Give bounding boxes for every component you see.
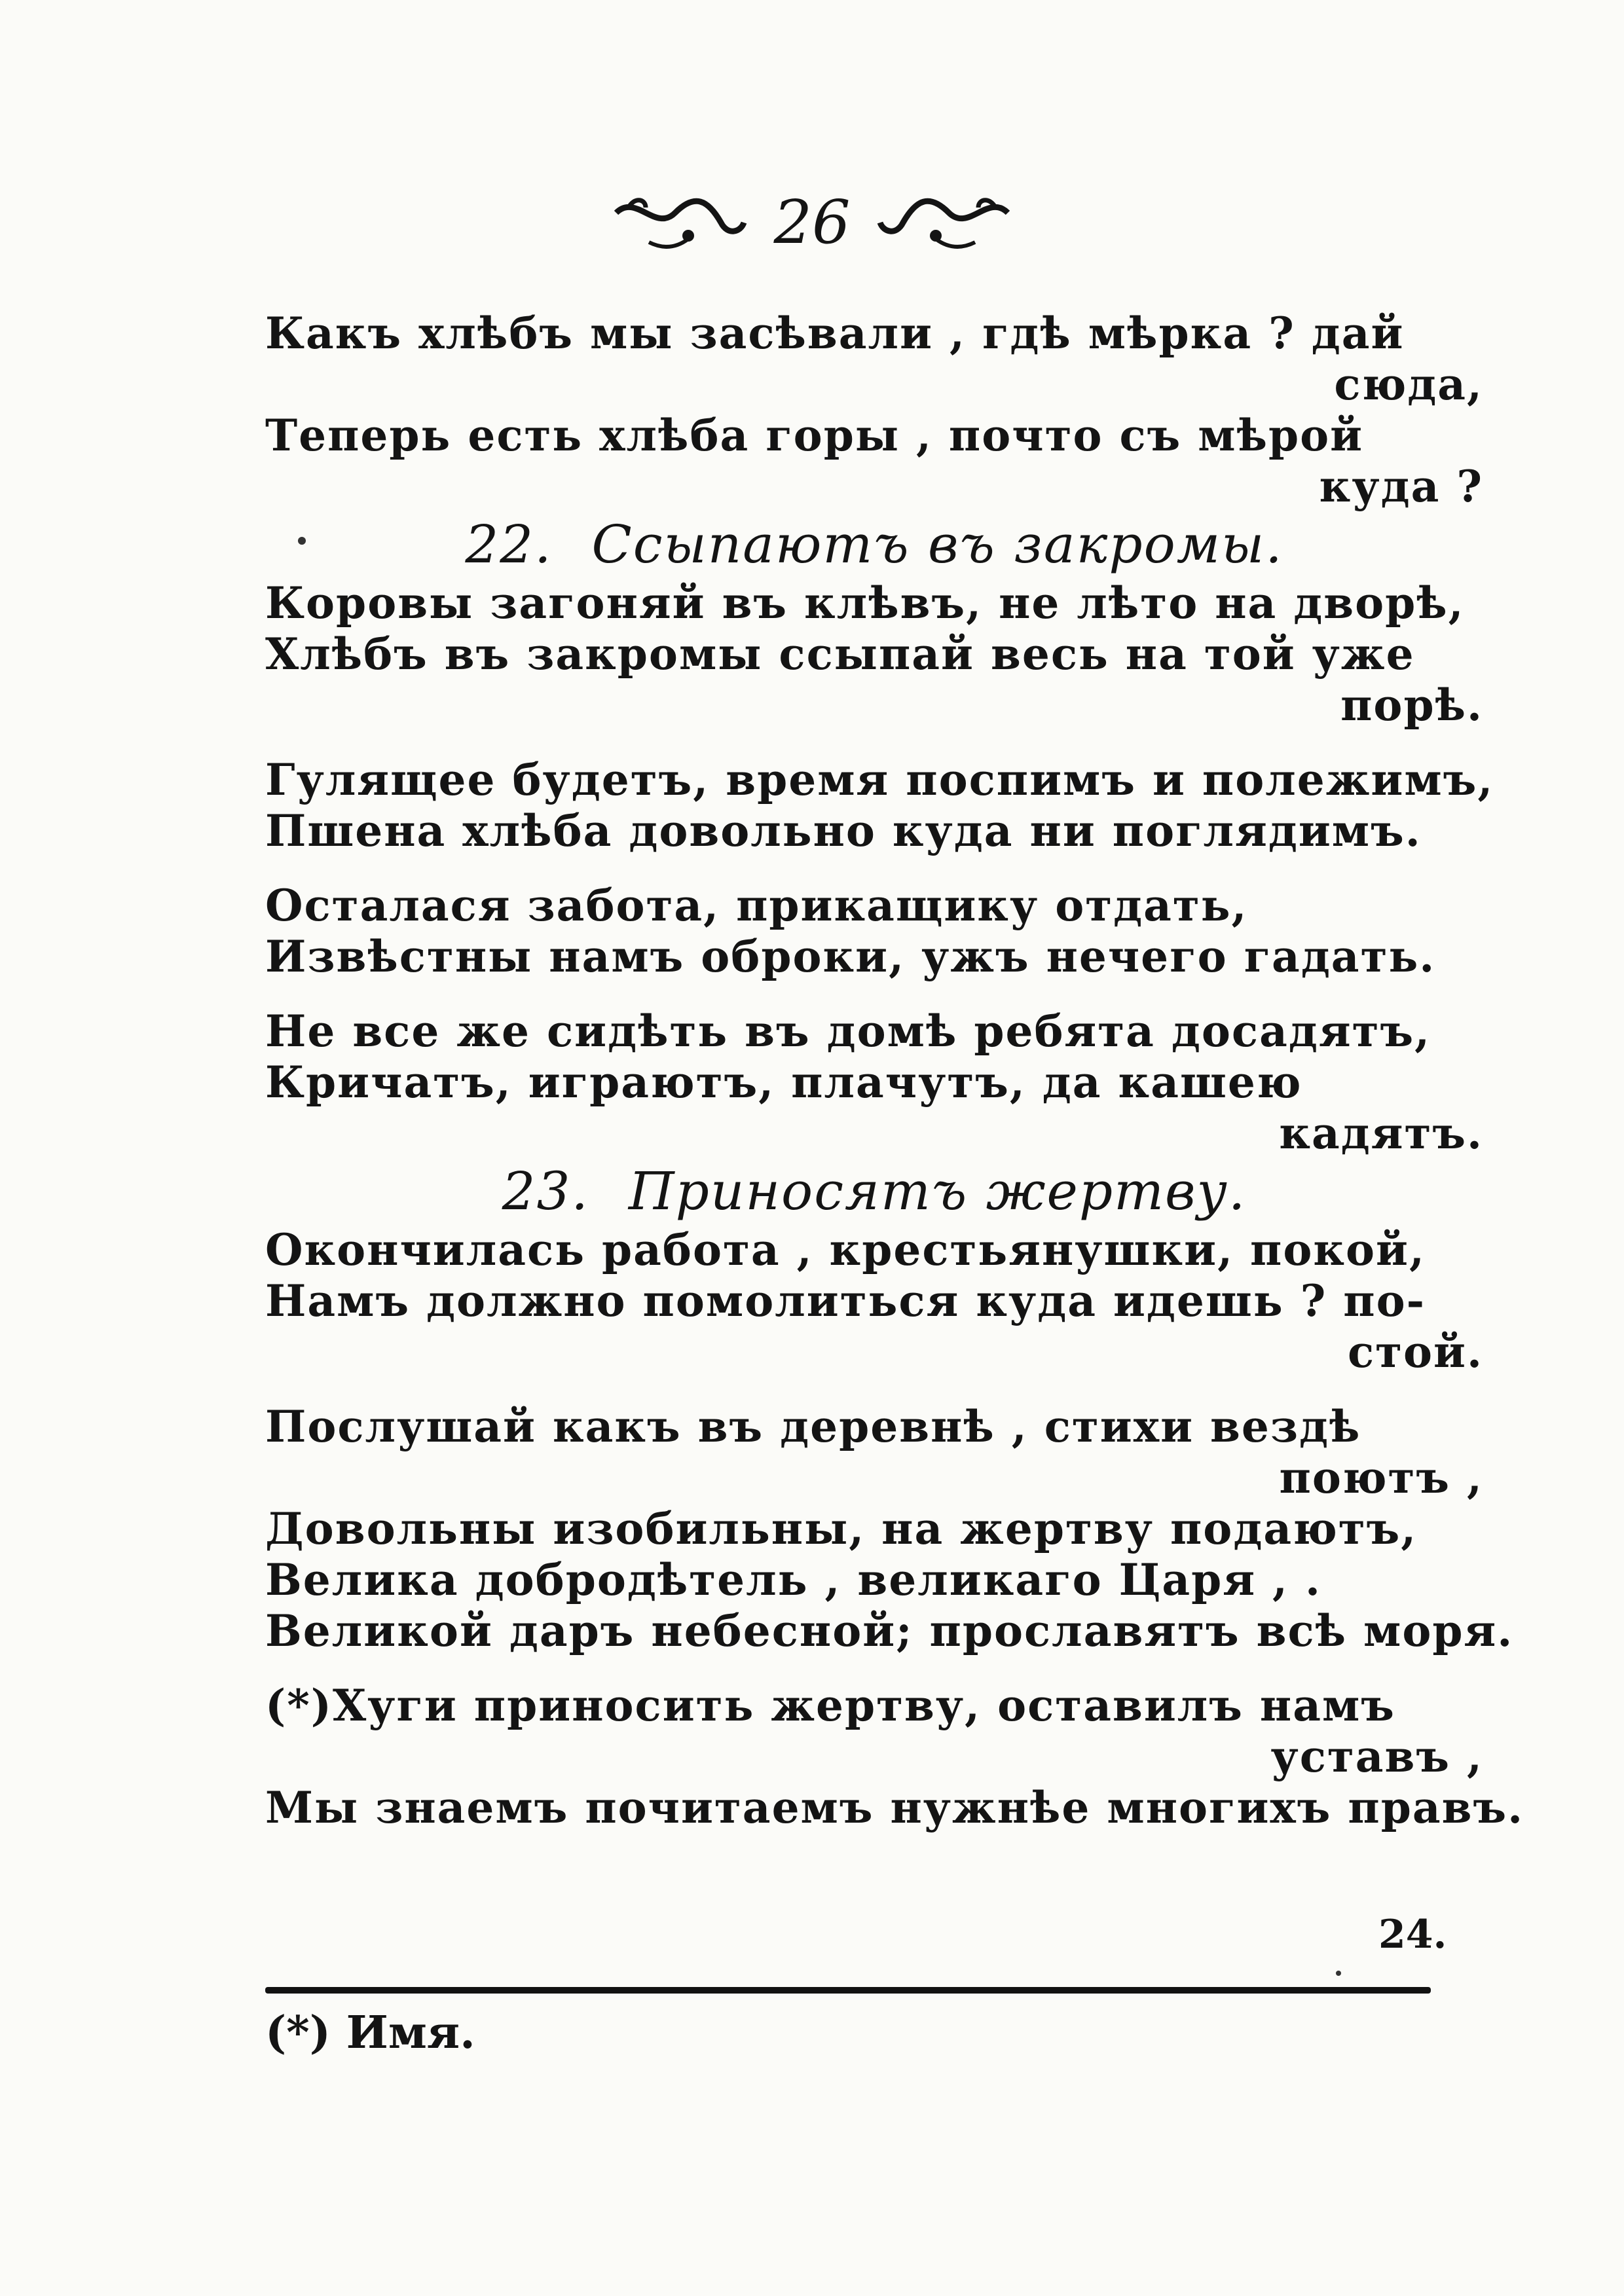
- verse-line: Извѣстны намъ оброки, ужъ нечего гадать.: [265, 931, 1436, 982]
- stanza-gap: [265, 1377, 1483, 1401]
- verse-line: уставъ ,: [1270, 1731, 1483, 1782]
- verse-line: порѣ.: [1340, 680, 1483, 731]
- stanza-gap: [265, 982, 1483, 1006]
- verse-line: Коровы загоняй въ клѣвъ, не лѣто на дворѣ,: [265, 577, 1465, 629]
- ink-speck: [1336, 1971, 1341, 1976]
- verse-line: Какъ хлѣбъ мы засѣвали , гдѣ мѣрка ? дай: [265, 308, 1405, 359]
- section-heading: [265, 512, 1483, 577]
- verse-line: Гулящее будетъ, время поспимъ и полежимъ,: [265, 754, 1494, 805]
- verse-line: (*)Хуги приносить жертву, оставилъ намъ: [265, 1680, 1395, 1731]
- verse-line: Намъ должно помолиться куда идешь ? по-: [265, 1275, 1426, 1326]
- verse-line: кадятъ.: [1279, 1108, 1483, 1159]
- verse-line: Теперь есть хлѣба горы , почто съ мѣрой: [265, 410, 1364, 461]
- verse-line: Кричатъ, играютъ, плачутъ, да кашею: [265, 1057, 1302, 1108]
- verse-line: сюда,: [1334, 359, 1483, 410]
- stanza-gap: [265, 1656, 1483, 1680]
- right-ornament-icon: [877, 187, 1014, 259]
- verse-line: Хлѣбъ въ закромы ссыпай весь на той уже: [265, 629, 1415, 680]
- stanza-gap: [265, 856, 1483, 880]
- verse-line: поютъ ,: [1279, 1452, 1483, 1503]
- section-heading: [265, 1159, 1483, 1224]
- verse-line: Пшена хлѣба довольно куда ни поглядимъ.: [265, 805, 1422, 856]
- section-number: 23.: [502, 1161, 589, 1222]
- stanza-gap: [265, 731, 1483, 754]
- verse-line: Послушай какъ въ деревнѣ , стихи вездѣ: [265, 1401, 1361, 1452]
- verse-line: Не все же сидѣть въ домѣ ребята досадятъ,: [265, 1006, 1431, 1057]
- section-number: 22.: [465, 514, 553, 575]
- page-number: 26: [773, 187, 851, 257]
- verse-line: стой.: [1347, 1326, 1483, 1377]
- left-ornament-icon: [610, 187, 747, 259]
- verse-line: Велика добродѣтель , великаго Царя , .: [265, 1554, 1321, 1605]
- verse-line: Великой даръ небесной; прославятъ всѣ моря.: [265, 1605, 1514, 1656]
- poem-text: [265, 308, 1524, 1833]
- ink-speck: [298, 537, 306, 545]
- verse-line: Окончилась работа , крестьянушки, покой,: [265, 1224, 1426, 1275]
- verse-line: Мы знаемъ почитаемъ нужнѣе многихъ правъ.: [265, 1782, 1524, 1833]
- verse-line: Осталася забота, прикащику отдать,: [265, 880, 1248, 931]
- catchword: 24.: [1378, 1912, 1447, 1958]
- footnote-rule: [265, 1987, 1431, 1994]
- footnote: (*) Имя.: [265, 2007, 475, 2059]
- page-header: [0, 187, 1624, 259]
- verse-line: Довольны изобильны, на жертву подаютъ,: [265, 1503, 1418, 1554]
- section-title: Ссыпаютъ въ закромы.: [591, 514, 1283, 575]
- section-title: Приносятъ жертву.: [628, 1161, 1247, 1222]
- verse-line: куда ?: [1319, 461, 1483, 512]
